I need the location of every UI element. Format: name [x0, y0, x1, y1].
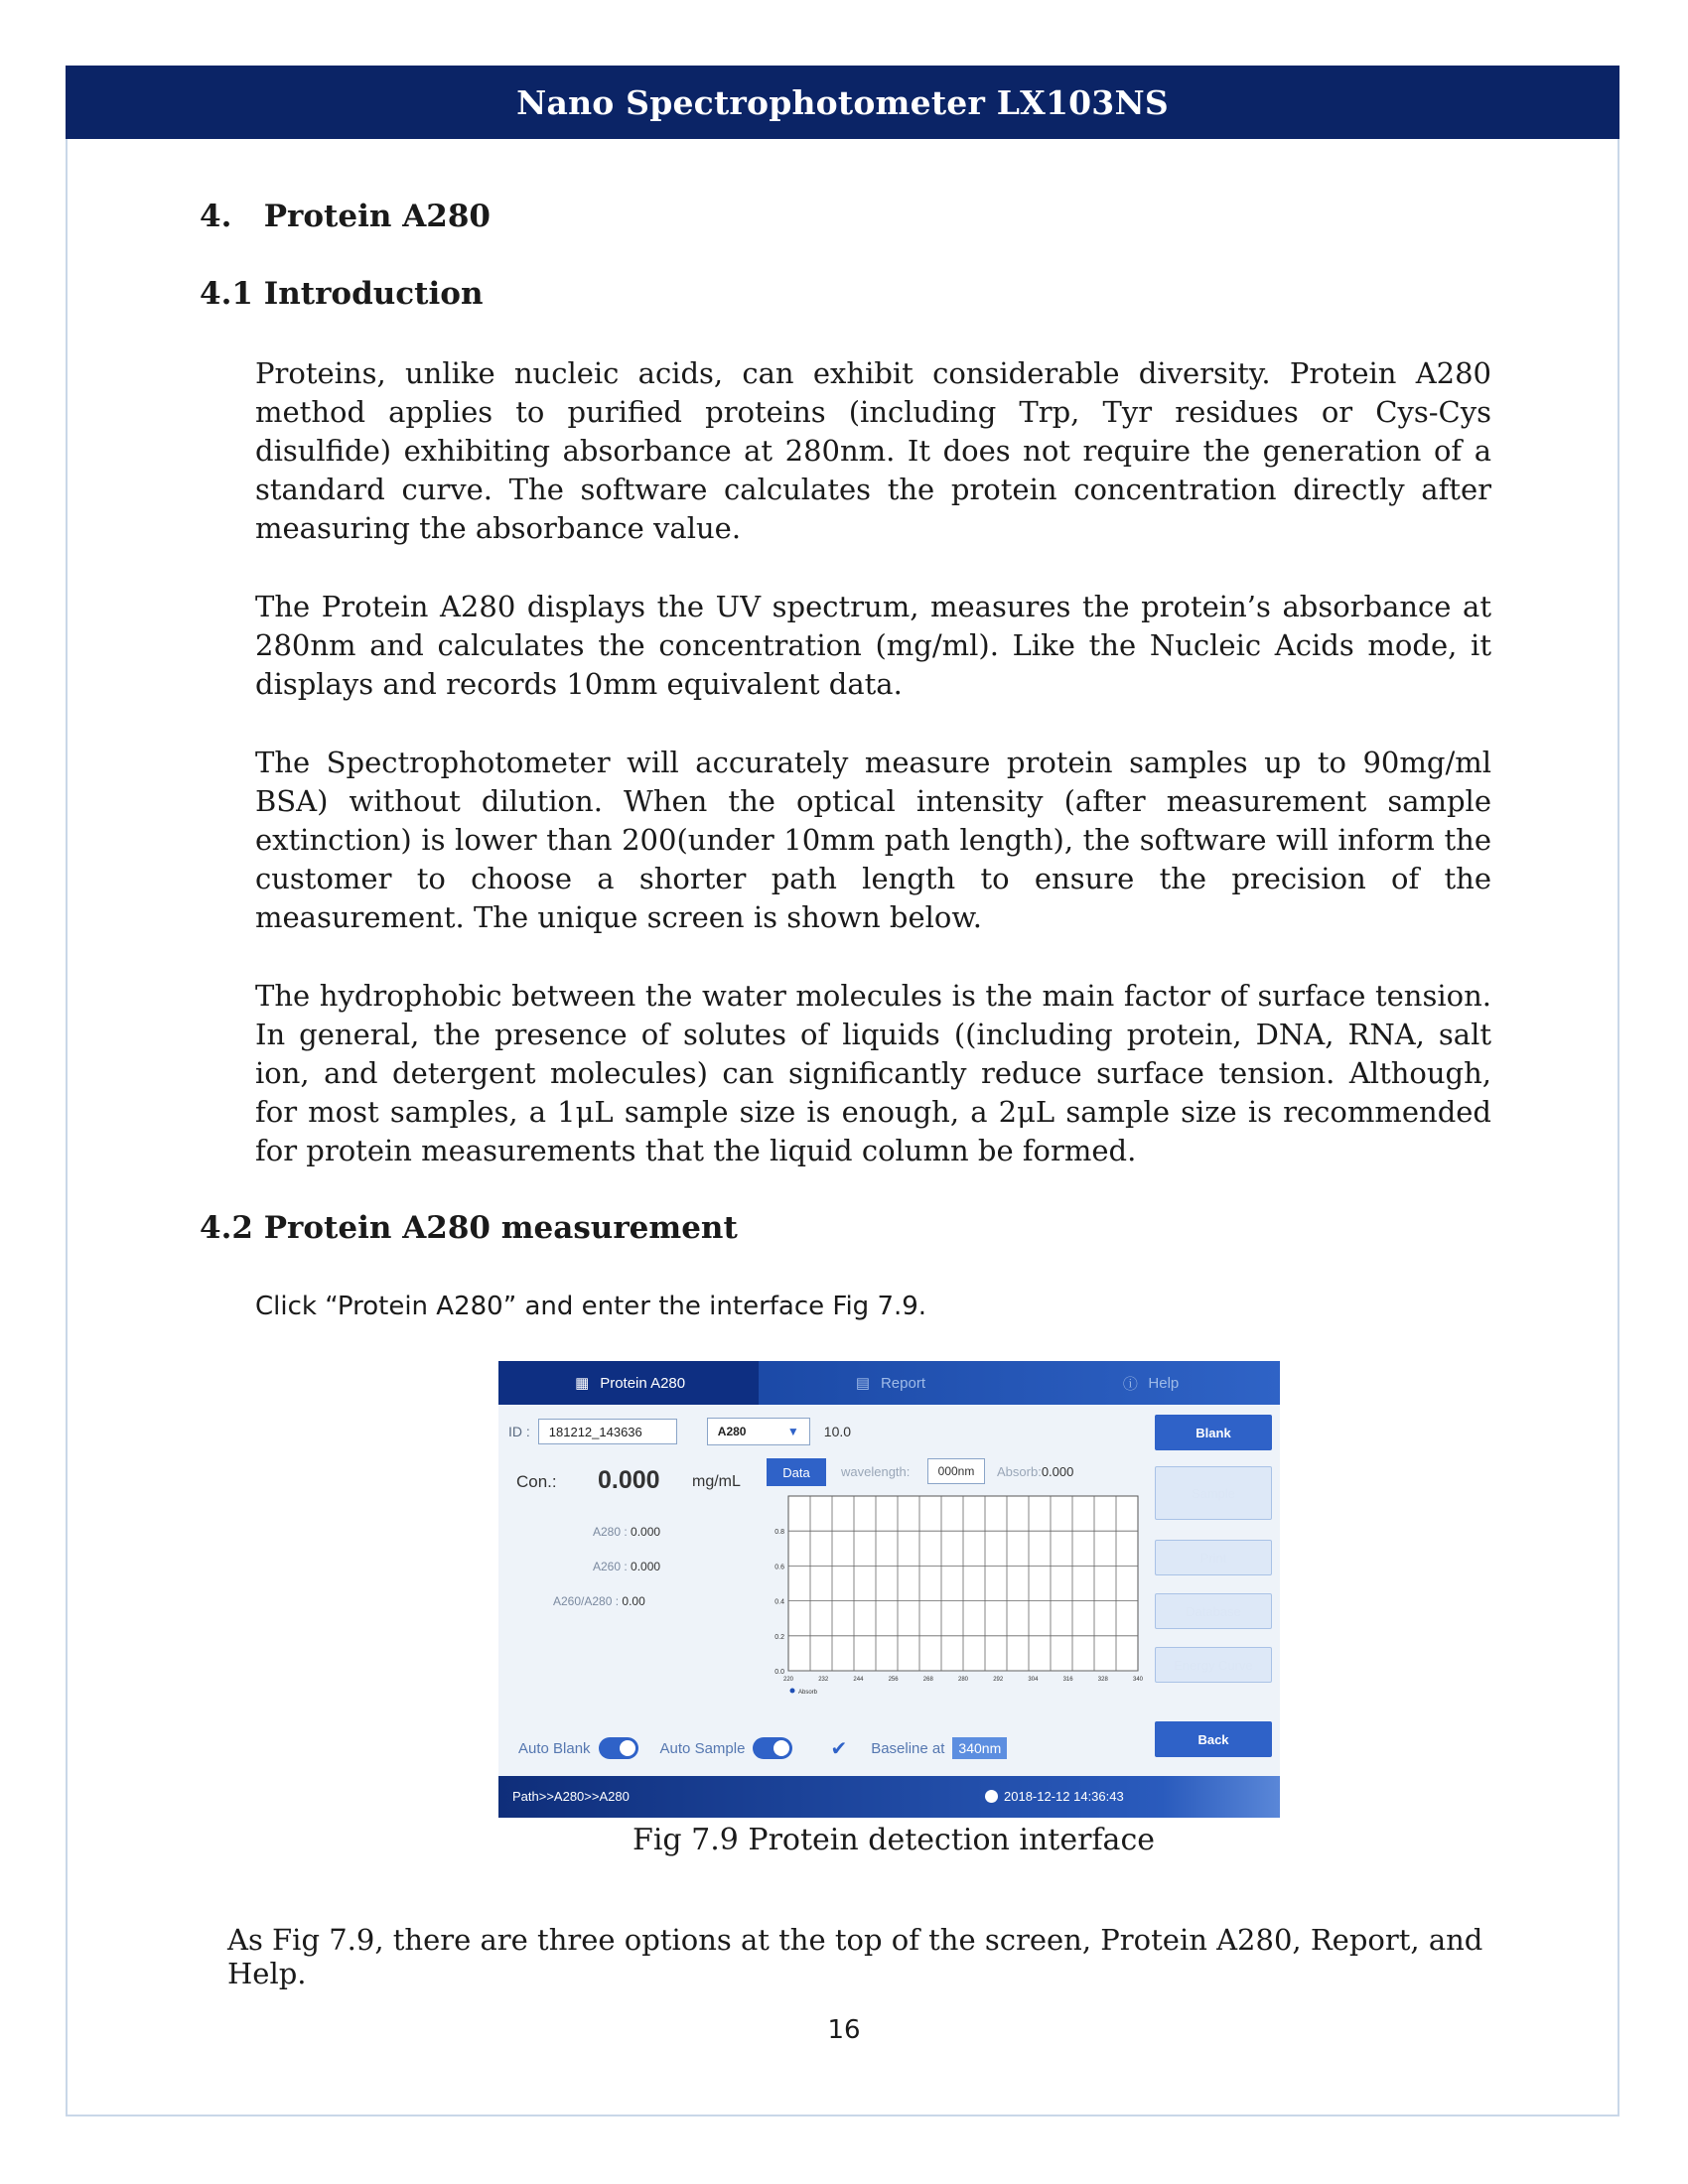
intro-paragraph-3: The Spectrophotometer will accurately measure protein samples up to 90mg/ml BSA) without dilution. When the optical intensity (after measurement sample extinction) is lower than 200(under 10mm path length), the software will inform the customer to choose a shorter path length to ensure the precision of the measurement. The unique screen is shown below.	[255, 746, 1491, 934]
energy-curve-button[interactable]: Energy Curve	[1155, 1647, 1272, 1683]
report-icon: ▤	[855, 1375, 871, 1392]
baseline-value[interactable]: 340nm	[952, 1737, 1007, 1759]
stat-label: A260 :	[593, 1560, 628, 1573]
tab-protein-a280[interactable]	[498, 1361, 759, 1405]
figure-tab-bar	[498, 1361, 1280, 1405]
baseline-label: Baseline at	[871, 1739, 945, 1757]
legend-label: Absorb	[798, 1690, 818, 1696]
y-tick-label: 0.8	[774, 1529, 784, 1537]
page-number: 16	[827, 2015, 861, 2045]
pathlength-value: 10.0	[823, 1424, 852, 1439]
stat-value: 0.00	[622, 1594, 645, 1608]
intro-paragraph-1: Proteins, unlike nucleic acids, can exhibit considerable diversity. Protein A280 method applies to purified proteins (including Trp, Tyr residues or Cys-Cys disulfide) exhibiting absorbance at 280nm. It does not require the generation of a standard curve. The software calculates the protein concentration directly after measuring the absorbance value.	[255, 356, 1491, 545]
auto-blank-label: Auto Blank	[518, 1739, 591, 1757]
mode-value: A280	[717, 1425, 747, 1438]
concentration-value: 0.000	[598, 1466, 660, 1494]
options-row	[518, 1733, 1007, 1763]
x-tick-label: 316	[1062, 1677, 1073, 1683]
info-icon: ⓘ	[1122, 1375, 1138, 1393]
id-label: ID :	[508, 1424, 530, 1439]
spectrum-chart	[761, 1490, 1148, 1699]
baseline-checkbox[interactable]: ✔	[830, 1737, 848, 1760]
y-tick-label: 0.2	[774, 1633, 784, 1641]
x-tick-label: 268	[922, 1677, 933, 1683]
intro-paragraph-4: The hydrophobic between the water molecules is the main factor of surface tension. In general, the presence of solutes of liquids ((including protein, DNA, RNA, salt ion, and detergent molecules) can significantly reduce surface tension. Although, for most samples, a 1μL sample size is enough, a 2μL sample size is recommended for protein measurements that the liquid column be formed.	[255, 979, 1491, 1167]
id-input[interactable]: 181212_143636	[538, 1419, 677, 1444]
tab-label: Protein A280	[600, 1374, 686, 1392]
x-tick-label: 232	[818, 1677, 829, 1683]
stat-label: A260/A280 :	[553, 1594, 620, 1608]
y-tick-label: 0.4	[774, 1598, 784, 1606]
x-tick-label: 280	[957, 1677, 969, 1683]
y-tick-label: 0.6	[774, 1564, 784, 1571]
page-header	[66, 66, 1619, 139]
wavelength-label: wavelength:	[841, 1464, 911, 1479]
data-button[interactable]: Data	[767, 1458, 826, 1486]
back-button[interactable]: Back	[1155, 1721, 1272, 1757]
intro-heading: 4.1 Introduction	[200, 276, 484, 312]
section-heading: 4. Protein A280	[200, 199, 491, 234]
stat-value: 0.000	[631, 1525, 661, 1539]
header-title: Nano Spectrophotometer LX103NS	[516, 82, 1169, 122]
auto-sample-toggle[interactable]	[753, 1737, 792, 1759]
absorb-value: 0.000	[1041, 1464, 1074, 1479]
legend-marker	[790, 1689, 795, 1694]
sample-button[interactable]: Sample	[1155, 1466, 1272, 1520]
clock-icon	[985, 1790, 998, 1803]
x-tick-label: 244	[853, 1677, 864, 1683]
id-row	[508, 1417, 851, 1446]
absorb-label: Absorb:	[997, 1464, 1042, 1479]
figure-caption: Fig 7.9 Protein detection interface	[633, 1823, 1155, 1857]
auto-sample-label: Auto Sample	[659, 1739, 746, 1757]
auto-blank-toggle[interactable]	[599, 1737, 638, 1759]
results-panel	[508, 1456, 767, 1724]
mode-select[interactable]	[707, 1418, 810, 1445]
x-tick-label: 220	[782, 1677, 794, 1683]
protein-interface-figure	[498, 1361, 1280, 1818]
status-bar	[498, 1776, 1280, 1818]
print-button[interactable]: Print	[1155, 1540, 1272, 1575]
stat-label: A280 :	[593, 1525, 628, 1539]
wavelength-input[interactable]: 000nm	[927, 1458, 985, 1484]
tab-label: Help	[1148, 1374, 1180, 1392]
x-tick-label: 340	[1132, 1677, 1144, 1683]
x-tick-label: 256	[888, 1677, 899, 1683]
protein-icon: ▦	[575, 1375, 590, 1392]
y-tick-label: 0.0	[774, 1669, 784, 1676]
tab-label: Report	[880, 1374, 925, 1392]
x-tick-label: 328	[1097, 1677, 1108, 1683]
database-button[interactable]: Database	[1155, 1593, 1272, 1629]
measurement-heading: 4.2 Protein A280 measurement	[200, 1210, 738, 1246]
datetime-value: 2018-12-12 14:36:43	[1004, 1789, 1124, 1804]
stat-a260	[593, 1560, 660, 1573]
path-text: Path>>A280>>A280	[512, 1789, 630, 1804]
closing-paragraph: As Fig 7.9, there are three options at the top of the screen, Protein A280, Report, and Help.	[227, 1923, 1483, 1990]
x-tick-label: 292	[993, 1677, 1004, 1683]
absorb-readout	[997, 1464, 1073, 1479]
chevron-down-icon: ▼	[786, 1425, 799, 1438]
stat-a280	[593, 1525, 660, 1539]
concentration-unit: mg/mL	[692, 1473, 741, 1490]
x-tick-label: 304	[1028, 1677, 1039, 1683]
tab-report[interactable]	[759, 1361, 1019, 1405]
instruction-text: Click “Protein A280” and enter the interface Fig 7.9.	[255, 1292, 927, 1321]
stat-value: 0.000	[631, 1560, 661, 1573]
concentration-label: Con.:	[516, 1472, 557, 1491]
datetime-display	[985, 1789, 1124, 1804]
blank-button[interactable]: Blank	[1155, 1415, 1272, 1450]
intro-paragraph-2: The Protein A280 displays the UV spectrum, measures the protein’s absorbance at 280nm and calculates the concentration (mg/ml). Like the Nucleic Acids mode, it displays and records 10mm equivalent data.	[255, 590, 1491, 701]
stat-ratio	[553, 1594, 645, 1608]
tab-help[interactable]	[1020, 1361, 1280, 1405]
